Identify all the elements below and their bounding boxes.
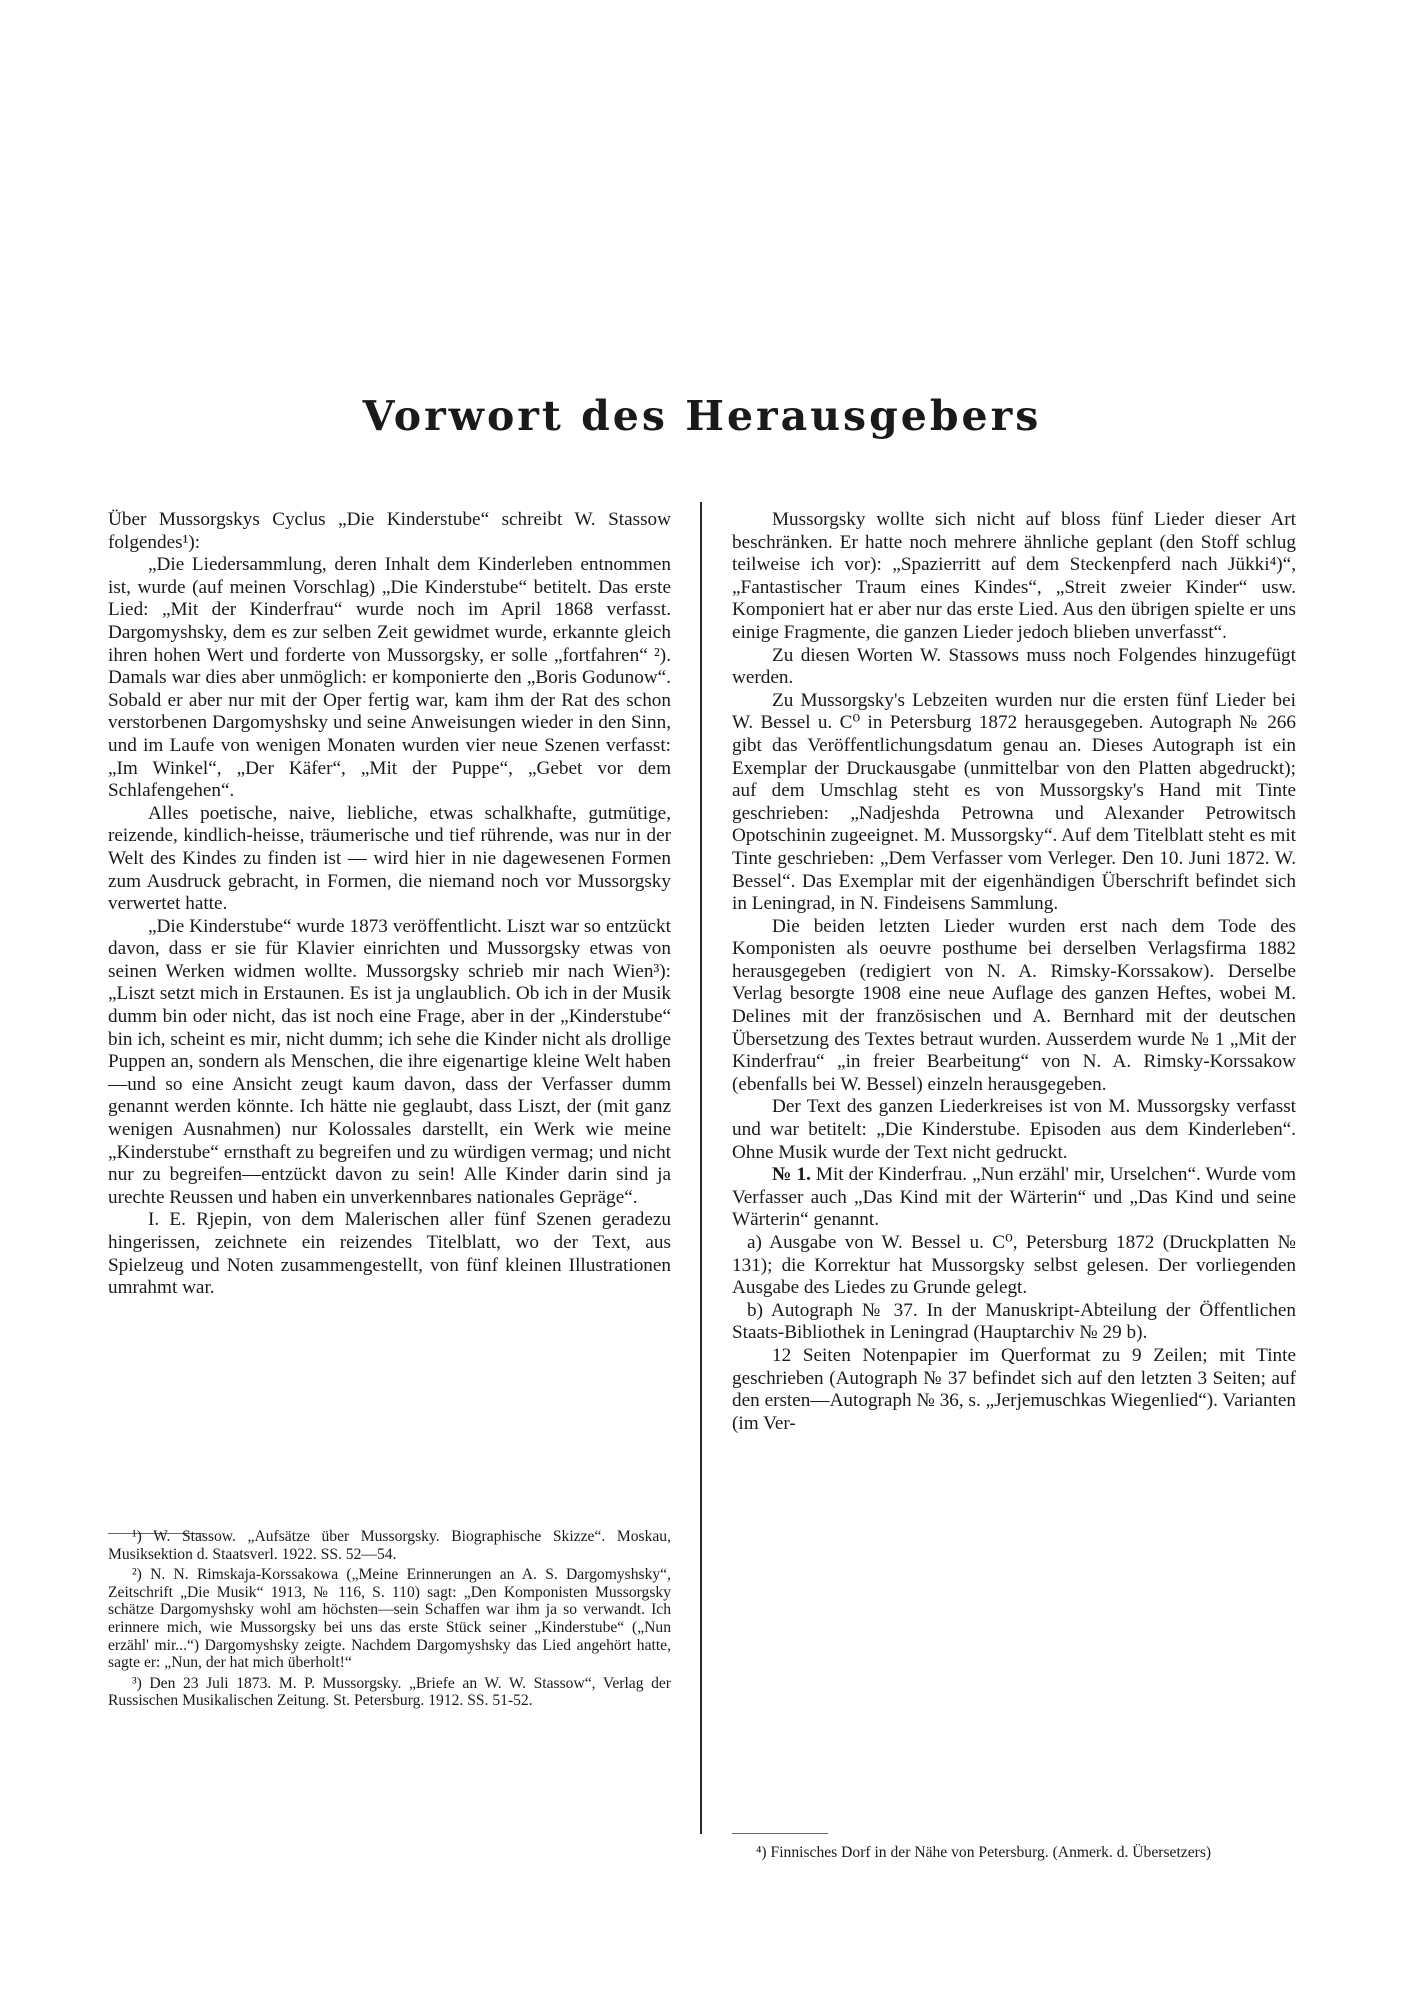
- paragraph: Der Text des ganzen Liederkreises ist von M. Mussorgsky verfasst und war betitelt: „Die Kinderstube. Episoden aus dem Kinderleben“. Ohne Musik wurde der Text nicht gedruckt.: [732, 1096, 1296, 1163]
- left-column: [108, 509, 671, 1300]
- paragraph: 12 Seiten Notenpapier im Querformat zu 9 Zeilen; mit Tinte geschrieben (Autograph № 37 befindet sich auf den letzten 3 Seiten; auf den ersten—Autograph № 36, s. „Jerjemuschkas Wiegenlied“). Varianten (im Ver-: [732, 1344, 1296, 1434]
- footnote: ²) N. N. Rimskaja-Korssakowa („Meine Erinnerungen an A. S. Dargomyshsky“, Zeitschrift „Die Musik“ 1913, № 116, S. 110) sagt: „Den Komponisten Mussorgsky schätze Dargomyshsky wohl am höchsten—sein Schaffen war ihm ja so verwandt. Ich erinnere mich, wie Mussorgsky bei uns das erste Stück seiner „Kinderstube“ („Nun erzähl' mir...“) Dargomyshsky zeigte. Nachdem Dargomyshsky das Lied angehört hatte, sagte er: „Nun, der hat mich überholt!“: [108, 1566, 671, 1672]
- footnote: ¹) W. Stassow. „Aufsätze über Mussorgsky. Biographische Skizze“. Moskau, Musiksektion d. Staatsverl. 1922. SS. 52—54.: [108, 1528, 671, 1563]
- paragraph: Alles poetische, naive, liebliche, etwas schalkhafte, gutmütige, reizende, kindlich-heisse, träumerische und tief rührende, was nur in der Welt des Kindes zu finden ist — wird hier in nie dagewesenen Formen zum Ausdruck gebracht, in Formen, die niemand noch vor Mussorgsky verwertet hatte.: [108, 802, 671, 915]
- column-divider: [700, 502, 702, 1834]
- numbered-entry: [732, 1164, 1296, 1232]
- paragraph: Die beiden letzten Lieder wurden erst nach dem Tode des Komponisten als oeuvre posthume bei derselben Verlagsfirma 1882 herausgegeben (redigiert von N. A. Rimsky-Korssakow). Derselbe Verlag besorgte 1908 eine neue Auflage des ganzen Heftes, wobei M. Delines mit der französischen und A. Bernhard mit der deutschen Übersetzung des Textes betraut wurden. Ausserdem wurde № 1 „Mit der Kinderfrau“ „in freier Bearbeitung“ von N. A. Rimsky-Korssakow (ebenfalls bei W. Bessel) einzeln herausgegeben.: [732, 915, 1296, 1095]
- entry-text: Mit der Kinderfrau. „Nun erzähl' mir, Urselchen“. Wurde vom Verfasser auch „Das Kind mit der Wärterin“ und „Das Kind und seine Wärterin“ genannt.: [732, 1164, 1296, 1231]
- footnote: ⁴) Finnisches Dorf in der Nähe von Petersburg. (Anmerk. d. Übersetzers): [756, 1844, 1212, 1861]
- paragraph: Mussorgsky wollte sich nicht auf bloss fünf Lieder dieser Art beschränken. Er hatte noch mehrere ähnliche geplant (den Stoff schlug teilweise ich vor): „Spazierritt auf dem Steckenpferd nach Jükki⁴)“, „Fantastischer Traum eines Kindes“, „Streit zweier Kinder“ usw. Komponiert hat er aber nur das erste Lied. Aus den übrigen spielte er uns einige Fragmente, die ganzen Lieder jedoch blieben unverfasst“.: [732, 509, 1296, 643]
- sub-item: a) Ausgabe von W. Bessel u. C⁰, Petersburg 1872 (Druckplatten № 131); die Korrektur hat Mussorgsky selbst gelesen. Der vorliegenden Ausgabe des Liedes zu Grunde gelegt.: [732, 1232, 1296, 1299]
- right-footnotes: [732, 1844, 1296, 1865]
- paragraph: Über Mussorgskys Cyclus „Die Kinderstube“ schreibt W. Stassow folgendes¹):: [108, 509, 671, 553]
- paragraph: „Die Kinderstube“ wurde 1873 veröffentlicht. Liszt war so entzückt davon, dass er sie für Klavier einrichten und Mussorgsky etwas von seinen Werken widmen wollte. Mussorgsky schrieb mir nach Wien³): „Liszt setzt mich in Erstaunen. Es ist ja unglaublich. Ob ich in der Musik dumm bin oder nicht, das ist noch eine Frage, aber in der „Kinderstube“ bin ich, scheint es mir, nicht dumm; ich sehe die Kinder nicht als drollige Puppen an, sondern als Menschen, die ihre eigenartige kleine Welt haben—und so eine Ansicht zeugt kaum davon, dass der Verfasser dumm genannt werden könnte. Ich hätte nie geglaubt, dass Liszt, der (mit ganz wenigen Ausnahmen) nur Kolossales darstellt, ein Werk wie meine „Kinderstube“ ernsthaft zu begreifen und zu würdigen vermag; und nicht nur zu begreifen—entzückt davon zu sein! Alle Kinder darin sind ja urechte Reussen und haben ein unverkennbares nationales Gepräge“.: [108, 915, 671, 1208]
- page-title: Vorwort des Herausgebers: [362, 392, 1042, 440]
- left-footnotes: [108, 1528, 671, 1713]
- paragraph: Zu diesen Worten W. Stassows muss noch Folgendes hinzugefügt werden.: [732, 644, 1296, 689]
- right-column: [732, 509, 1296, 1435]
- paragraph: Zu Mussorgsky's Lebzeiten wurden nur die ersten fünf Lieder bei W. Bessel u. C⁰ in Petersburg 1872 herausgegeben. Autograph № 266 gibt das Veröffentlichungsdatum genau an. Dieses Autograph ist ein Exemplar der Druckausgabe (unmittelbar von den Platten abgedruckt); auf dem Umschlag steht es von Mussorgsky's Hand mit Tinte geschrieben: „Nadjeshda Petrowna und Alexander Petrowitsch Opotschinin zugeeignet. M. Mussorgsky“. Auf dem Titelblatt steht es mit Tinte geschrieben: „Dem Verfasser vom Verleger. Den 10. Juni 1872. W. Bessel“. Das Exemplar mit der eigenhändigen Überschrift befindet sich in Leningrad, in N. Findeisens Sammlung.: [732, 689, 1296, 915]
- footnote: ³) Den 23 Juli 1873. M. P. Mussorgsky. „Briefe an W. W. Stassow“, Verlag der Russischen Musikalischen Zeitung. St. Petersburg. 1912. SS. 51-52.: [108, 1674, 671, 1710]
- paragraph: „Die Liedersammlung, deren Inhalt dem Kinderleben entnommen ist, wurde (auf meinen Vorschlag) „Die Kinderstube“ betitelt. Das erste Lied: „Mit der Kinderfrau“ wurde noch im April 1868 verfasst. Dargomyshsky, dem es zur selben Zeit gewidmet wurde, erkannte gleich ihren hohen Wert und forderte von Mussorgsky, er solle „fortfahren“ ²). Damals war dies aber unmöglich: er komponierte den „Boris Godunow“. Sobald er aber nur mit der Oper fertig war, kam ihm der Rat des schon verstorbenen Dargomyshsky und seine Anweisungen wieder in den Sinn, und im Laufe von wenigen Monaten wurden vier neue Szenen verfasst: „Im Winkel“, „Der Käfer“, „Mit der Puppe“, „Gebet vor dem Schlafengehen“.: [108, 554, 671, 802]
- footnote-divider: [732, 1833, 828, 1834]
- entry-number: № 1.: [772, 1164, 811, 1186]
- sub-item: b) Autograph № 37. In der Manuskript-Abteilung der Öffentlichen Staats-Bibliothek in Leningrad (Hauptarchiv № 29 b).: [732, 1299, 1296, 1344]
- paragraph: I. E. Rjepin, von dem Malerischen aller fünf Szenen geradezu hingerissen, zeichnete ein reizendes Titelblatt, wo der Text, aus Spielzeug und Noten zusammengestellt, von fünf kleinen Illustrationen umrahmt war.: [108, 1209, 671, 1299]
